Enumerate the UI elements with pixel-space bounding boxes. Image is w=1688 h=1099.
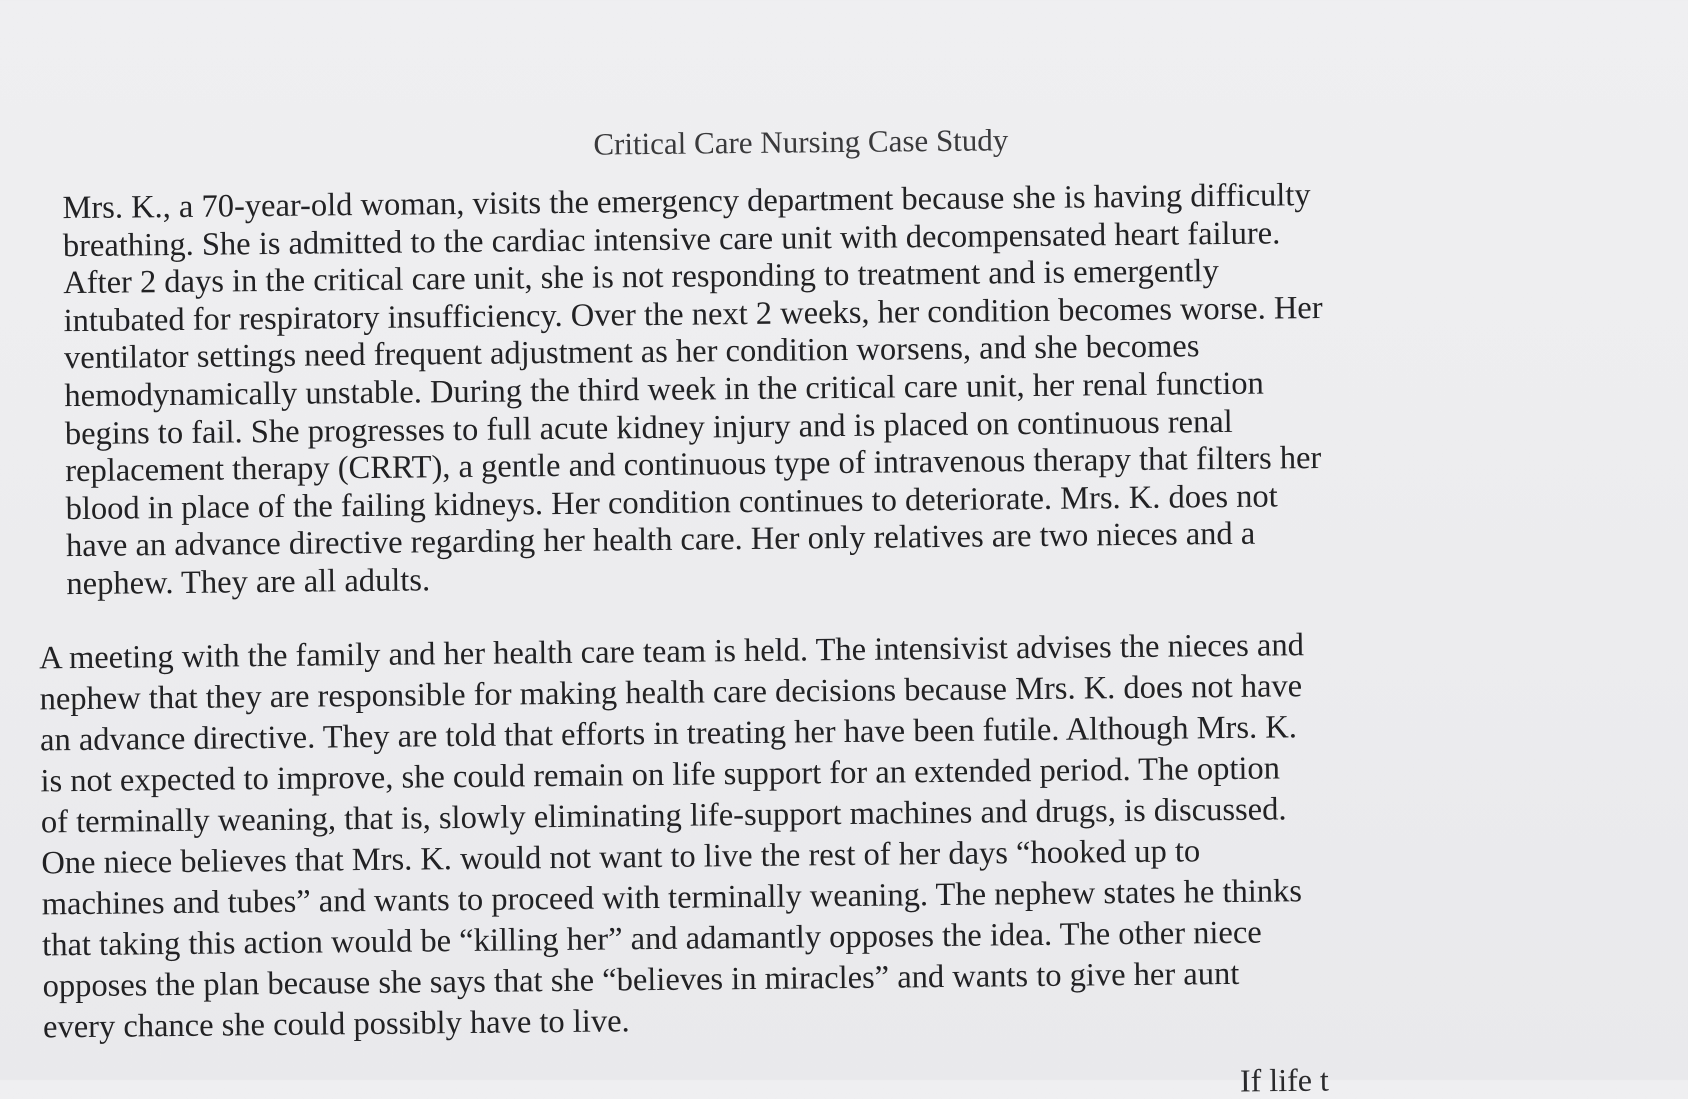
document-title: Critical Care Nursing Case Study xyxy=(593,122,1009,162)
paragraph-2-line: every chance she could possibly have to live. xyxy=(42,1003,630,1046)
paragraph-2-line: that taking this action would be “killing her” and adamantly opposes the idea. The other niece xyxy=(42,914,1262,964)
paragraph-2-line: machines and tubes” and wants to proceed with terminally weaning. The nephew states he thinks xyxy=(41,873,1303,923)
paragraph-2-line: is not expected to improve, she could remain on life support for an extended period. The option xyxy=(40,750,1281,800)
paragraph-2-line: of terminally weaning, that is, slowly eliminating life-support machines and drugs, is discussed. xyxy=(40,791,1287,841)
paragraph-1-line: begins to fail. She progresses to full acute kidney injury and is placed on continuous renal xyxy=(64,403,1233,452)
paragraph-2-line: an advance directive. They are told that efforts in treating her have been futile. Although Mrs. K. xyxy=(39,709,1298,759)
paragraph-2-line: nephew that they are responsible for making health care decisions because Mrs. K. does not have xyxy=(39,668,1303,718)
paragraph-2-line: One niece believes that Mrs. K. would not want to live the rest of her days “hooked up to xyxy=(41,833,1201,882)
paragraph-1-line: After 2 days in the critical care unit, she is not responding to treatment and is emergently xyxy=(63,253,1219,302)
cut-off-next-line: If life t xyxy=(1239,1061,1330,1099)
paragraph-2-line: opposes the plan because she says that she “believes in miracles” and wants to give her aunt xyxy=(42,955,1240,1005)
paragraph-1-line: hemodynamically unstable. During the third week in the critical care unit, her renal function xyxy=(64,365,1264,415)
paragraph-1-line: breathing. She is admitted to the cardiac intensive care unit with decompensated heart failure. xyxy=(62,215,1281,264)
paragraph-1-line: ventilator settings need frequent adjustment as her condition worsens, and she becomes xyxy=(63,328,1200,377)
paragraph-1-line: replacement therapy (CRRT), a gentle and continuous type of intravenous therapy that filters her xyxy=(65,440,1322,490)
paragraph-1-line: Mrs. K., a 70-year-old woman, visits the emergency department because she is having difficulty xyxy=(62,177,1311,227)
paragraph-1-line: blood in place of the failing kidneys. Her condition continues to deteriorate. Mrs. K. does not xyxy=(65,478,1278,527)
case-paragraph-1 xyxy=(62,175,1526,604)
paragraph-1-line: intubated for respiratory insufficiency. Over the next 2 weeks, her condition becomes worse. Her xyxy=(63,289,1323,339)
paragraph-1-line: nephew. They are all adults. xyxy=(66,562,431,603)
case-paragraph-2 xyxy=(39,622,1573,1048)
paragraph-1-line: have an advance directive regarding her health care. Her only relatives are two nieces and a xyxy=(65,516,1256,565)
paragraph-2-line: A meeting with the family and her health care team is held. The intensivist advises the nieces and xyxy=(39,627,1305,677)
